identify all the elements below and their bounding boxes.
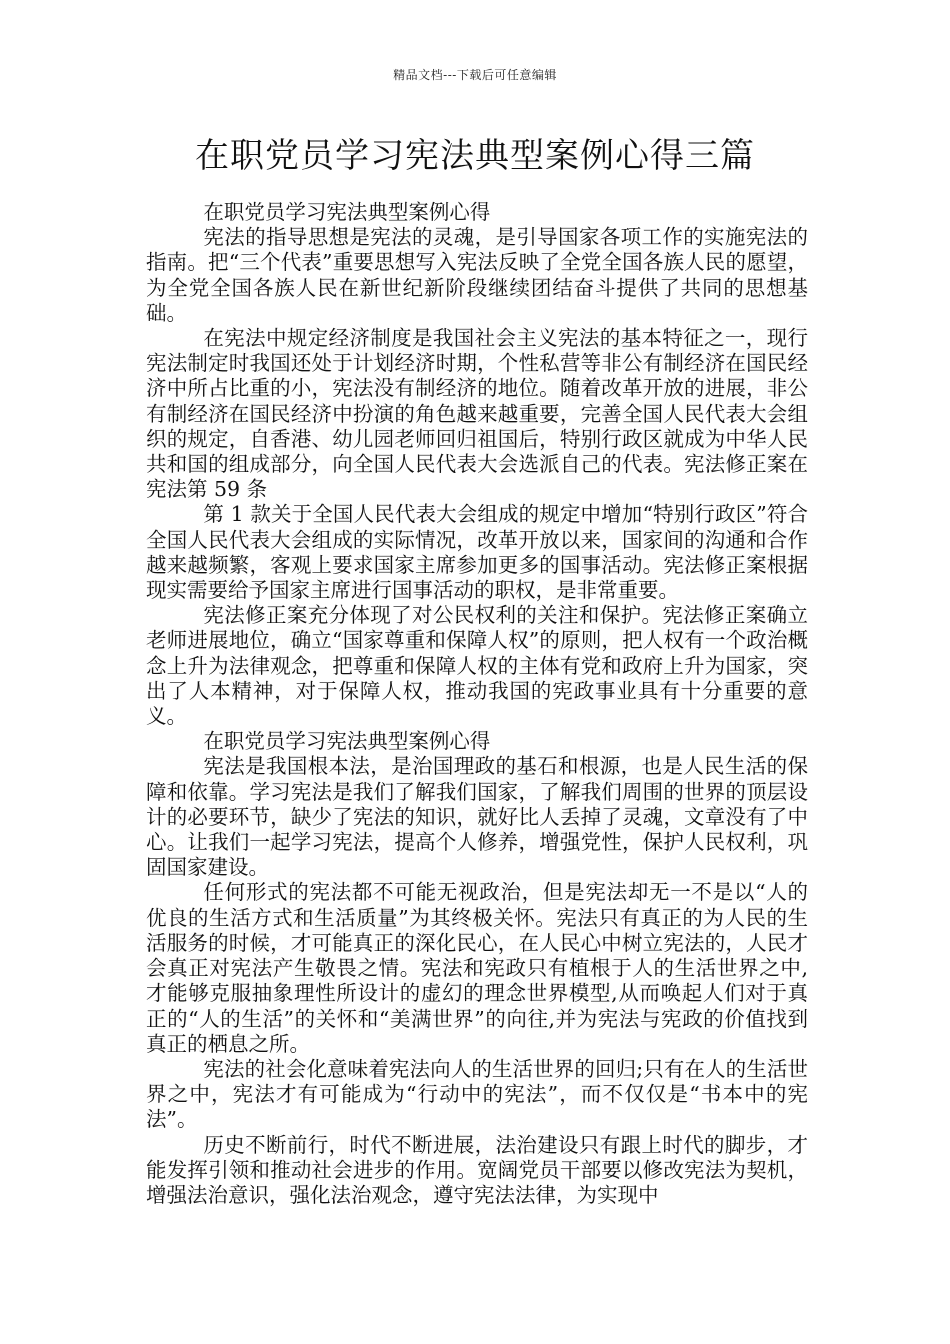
paragraph: 宪法的指导思想是宪法的灵魂，是引导国家各项工作的实施宪法的指南。把“三个代表”重要思想写入宪法反映了全党全国各族人民的愿望，为全党全国各族人民在新世纪新阶段继续团结奋斗提供了共同的思想基础。 [146,225,808,325]
paragraph: 宪法的社会化意味着宪法向人的生活世界的回归;只有在人的生活世界之中，宪法才有可能成为“行动中的宪法”，而不仅仅是“书本中的宪法”。 [146,1056,808,1132]
document-body [146,200,808,1208]
paragraph: 任何形式的宪法都不可能无视政治，但是宪法却无一不是以“人的优良的生活方式和生活质量”为其终极关怀。宪法只有真正的为人民的生活服务的时候，才可能真正的深化民心，在人民心中树立宪法的，人民才会真正对宪法产生敬畏之情。宪法和宪政只有植根于人的生活世界之中,才能够克服抽象理性所设计的虚幻的理念世界模型,从而唤起人们对于真正的“人的生活”的关怀和“美满世界”的向往,并为宪法与宪政的价值找到真正的栖息之所。 [146,880,808,1056]
section-heading: 在职党员学习宪法典型案例心得 [203,729,491,754]
document-title: 在职党员学习宪法典型案例心得三篇 [195,136,755,176]
paragraph: 在宪法中规定经济制度是我国社会主义宪法的基本特征之一，现行宪法制定时我国还处于计划经济时期，个性私营等非公有制经济在国民经济中所占比重的小，宪法没有制经济的地位。随着改革开放的进展，非公有制经济在国民经济中扮演的角色越来越重要，完善全国人民代表大会组织的规定，自香港、幼儿园老师回归祖国后，特别行政区就成为中华人民共和国的组成部分，向全国人民代表大会选派自己的代表。宪法修正案在宪法第 59 条 [146,326,808,502]
paragraph: 宪法是我国根本法，是治国理政的基石和根源，也是人民生活的保障和依靠。学习宪法是我们了解我们国家，了解我们周围的世界的顶层设计的必要环节，缺少了宪法的知识，就好比人丢掉了灵魂，文章没有了中心。让我们一起学习宪法，提高个人修养，增强党性，保护人民权利，巩固国家建设。 [146,754,808,880]
header-note: 精品文档---下载后可任意编辑 [393,68,557,82]
paragraph: 第 1 款关于全国人民代表大会组成的规定中增加“特别行政区”符合全国人民代表大会组成的实际情况，改革开放以来，国家间的沟通和合作越来越频繁，客观上要求国家主席参加更多的国事活动。宪法修正案根据现实需要给予国家主席进行国事活动的职权，是非常重要。 [146,502,808,603]
paragraph: 宪法修正案充分体现了对公民权利的关注和保护。宪法修正案确立老师进展地位，确立“国家尊重和保障人权”的原则，把人权有一个政治概念上升为法律观念，把尊重和保障人权的主体有党和政府上升为国家，突出了人本精神，对于保障人权，推动我国的宪政事业具有十分重要的意义。 [146,603,808,729]
section-heading: 在职党员学习宪法典型案例心得 [203,200,491,224]
paragraph: 历史不断前行，时代不断进展，法治建设只有跟上时代的脚步，才能发挥引领和推动社会进步的作用。宽阔党员干部要以修改宪法为契机，增强法治意识，强化法治观念，遵守宪法法律，为实现中 [146,1132,808,1207]
